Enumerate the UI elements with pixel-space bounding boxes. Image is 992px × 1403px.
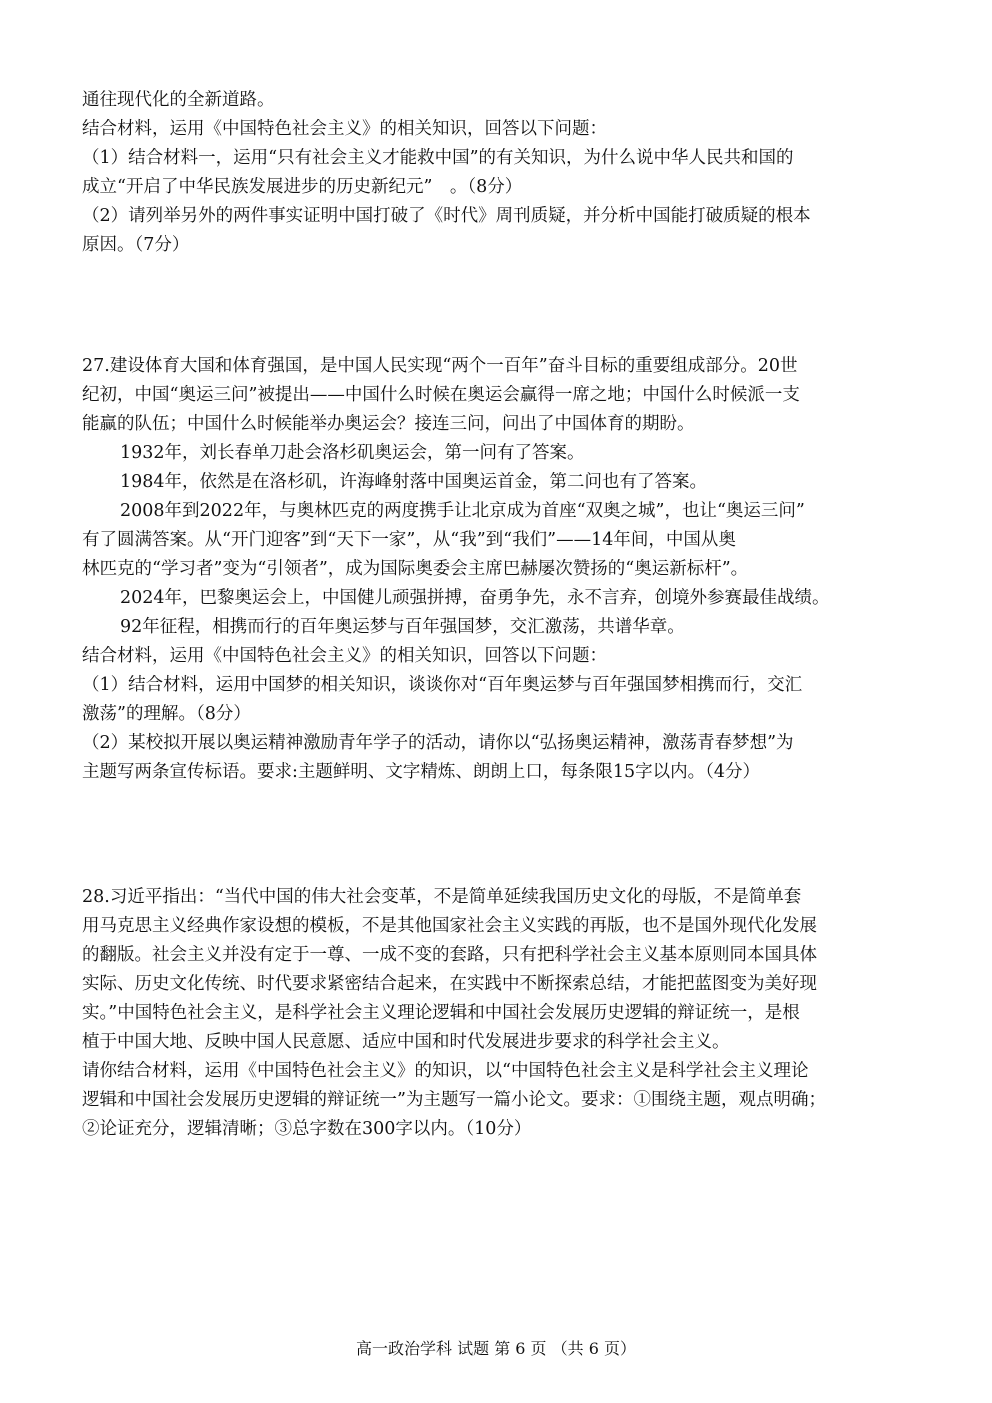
page-body xyxy=(82,86,912,1144)
sub-question-2-line-1: （2）请列举另外的两件事实证明中国打破了《时代》周刊质疑，并分析中国能打破质疑的根本 xyxy=(82,206,811,226)
q27-sub-question-2-line-1: （2）某校拟开展以奥运精神激励青年学子的活动，请你以“弘扬奥运精神，激荡青春梦想”为 xyxy=(82,733,794,753)
sub-question-2-line-2: 原因。（7分） xyxy=(82,235,190,255)
answer-space xyxy=(82,787,912,883)
q27-line-2: 纪初，中国“奥运三问”被提出——中国什么时候在奥运会赢得一席之地；中国什么时候派一支 xyxy=(82,385,800,405)
q27-paragraph-92-years: 92年征程，相携而行的百年奥运梦与百年强国梦，交汇激荡，共谱华章。 xyxy=(120,617,685,637)
q28-line-6: 植于中国大地、反映中国人民意愿、适应中国和时代发展进步要求的科学社会主义。 xyxy=(82,1032,730,1052)
q27-sub-question-1-line-2: 激荡”的理解。（8分） xyxy=(82,704,251,724)
q27-sub-question-2-line-2: 主题写两条宣传标语。要求:主题鲜明、文字精炼、朗朗上口，每条限15字以内。（4分） xyxy=(82,762,761,782)
q27-sub-question-1-line-1: （1）结合材料，运用中国梦的相关知识，谈谈你对“百年奥运梦与百年强国梦相携而行，交汇 xyxy=(82,675,803,695)
sub-question-1-line-2: 成立“开启了中华民族发展进步的历史新纪元” 。（8分） xyxy=(82,177,523,197)
question-27 xyxy=(82,352,912,787)
q27-paragraph-2008-line-3: 林匹克的“学习者”变为“引领者”，成为国际奥委会主席巴赫屡次赞扬的“奥运新标杆”。 xyxy=(82,559,749,579)
q28-line-1: 28.习近平指出：“当代中国的伟大社会变革，不是简单延续我国历史文化的母版，不是简单套 xyxy=(82,887,802,907)
answer-space xyxy=(82,260,912,352)
text-line: 通往现代化的全新道路。 xyxy=(82,90,275,110)
q27-paragraph-1984: 1984年，依然是在洛杉矶，许海峰射落中国奥运首金，第二问也有了答案。 xyxy=(120,472,708,492)
q28-instruction-line-1: 请你结合材料，运用《中国特色社会主义》的知识，以“中国特色社会主义是科学社会主义理论 xyxy=(82,1061,809,1081)
q27-line-3: 能赢的队伍；中国什么时候能举办奥运会？接连三问，问出了中国体育的期盼。 xyxy=(82,414,695,434)
q27-paragraph-2024: 2024年，巴黎奥运会上，中国健儿顽强拼搏，奋勇争先，永不言弃，创境外参赛最佳战绩。 xyxy=(120,588,830,608)
q28-line-2: 用马克思主义经典作家设想的模板，不是其他国家社会主义实践的再版，也不是国外现代化发展 xyxy=(82,916,817,936)
previous-question-tail xyxy=(82,86,912,260)
q27-line-1: 27.建设体育大国和体育强国，是中国人民实现“两个一百年”奋斗目标的重要组成部分。20世 xyxy=(82,356,798,376)
page-footer: 高一政治学科 试题 第 6 页 （共 6 页） xyxy=(356,1339,636,1358)
q28-line-3: 的翻版。社会主义并没有定于一尊、一成不变的套路，只有把科学社会主义基本原则同本国具体 xyxy=(82,945,817,965)
sub-question-1-line-1: （1）结合材料一，运用“只有社会主义才能救中国”的有关知识，为什么说中华人民共和国的 xyxy=(82,148,794,168)
q27-paragraph-2008-line-2: 有了圆满答案。从“开门迎客”到“天下一家”，从“我”到“我们”——14年间，中国从奥 xyxy=(82,530,736,550)
q27-instruction: 结合材料，运用《中国特色社会主义》的相关知识，回答以下问题： xyxy=(82,646,607,666)
q28-line-4: 实际、历史文化传统、时代要求紧密结合起来，在实践中不断探索总结，才能把蓝图变为美好现 xyxy=(82,974,817,994)
q28-line-5: 实。”中国特色社会主义，是科学社会主义理论逻辑和中国社会发展历史逻辑的辩证统一，是根 xyxy=(82,1003,800,1023)
q28-instruction-line-3: ②论证充分，逻辑清晰；③总字数在300字以内。（10分） xyxy=(82,1119,532,1139)
q27-paragraph-2008-line-1: 2008年到2022年，与奥林匹克的两度携手让北京成为首座“双奥之城”，也让“奥运三问” xyxy=(120,501,805,521)
instruction-line: 结合材料，运用《中国特色社会主义》的相关知识，回答以下问题： xyxy=(82,119,607,139)
q28-instruction-line-2: 逻辑和中国社会发展历史逻辑的辩证统一”为主题写一篇小论文。要求：①围绕主题，观点明确； xyxy=(82,1090,826,1110)
q27-paragraph-1932: 1932年，刘长春单刀赴会洛杉矶奥运会，第一问有了答案。 xyxy=(120,443,585,463)
question-28 xyxy=(82,883,912,1144)
